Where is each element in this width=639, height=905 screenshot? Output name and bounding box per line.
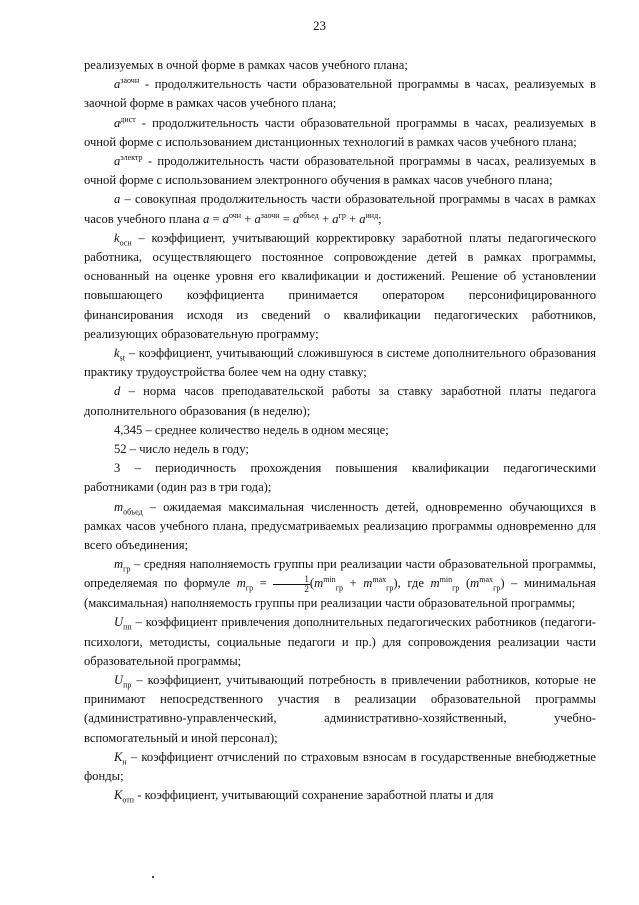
paragraph-k-st: $k_{st}$ – коэффициент, учитывающий сложившуюся в системе дополнительного образования практику трудоустройства более чем на одну ставку;: [84, 346, 596, 380]
paragraph-k-osn: $k_{осн}$ – коэффициент, учитывающий корректировку заработной платы педагогического работника, осуществляющего постоянное сопровождение детей в рамках программы, основанный на оценке уровня его квалификации и достижений. Решение об установлении повышающего коэффициента принимается оператором персонифицированного финансирования исходя из сведений о квалификации педагогических работников, реализующих образовательную программу;: [84, 230, 596, 341]
paragraph-three: 3 – периодичность прохождения повышения квалификации педагогическими работниками (один раз в три года);: [84, 461, 596, 495]
paragraph-weeks-month: 4,345 – среднее количество недель в одном месяце;: [114, 422, 389, 437]
paragraph-a-total: a – совокупная продолжительность части образовательной программы в часах в рамках часов учебного плана $a = a^{очн} + a^{заочн} = a^{объед} + a^{гр} + a^{инд}$;: [84, 192, 596, 226]
paragraph-a-elektr: $a^{электр}$ - продолжительность части образовательной программы в часах, реализуемых в очной форме с использованием электронного обучения в рамках часов учебного плана;: [84, 152, 596, 188]
document-body: [84, 56, 596, 805]
fraction-one-half: $\frac{1}{2}$: [273, 575, 310, 594]
paragraph-d: d – норма часов преподавательской работы за ставку заработной платы педагога дополнительного образования (в неделю);: [84, 384, 596, 418]
paragraph-a-zaoch: $a^{заочн}$ - продолжительность части образовательной программы в часах, реализуемых в заочной форме в рамках часов учебного плана;: [84, 76, 596, 111]
paragraph-weeks-year: 52 – число недель в году;: [114, 442, 249, 457]
paragraph-m-obed: $m_{объед}$ – ожидаемая максимальная численность детей, одновременно обучающихся в рамках часов учебного плана, предусматриваемых реализацию программы одновременно для всего объединения;: [84, 499, 596, 553]
paragraph-a-dist: $a^{дист}$ - продолжительность части образовательной программы в часах, реализуемых в очной форме с использованием дистанционных технологий в рамках часов учебного плана;: [84, 114, 596, 149]
paragraph-l1: реализуемых в очной форме в рамках часов учебного плана;: [84, 58, 408, 72]
paragraph-u-pr: $U_{пр}$ – коэффициент, учитывающий потребность в привлечении работников, которые не принимают непосредственного участия в реализации образовательной программы (административно-управленческий, административно-хозяйственный, учебно-вспомогательный и иной персонал);: [84, 672, 596, 745]
page-number: 23: [313, 18, 326, 33]
scan-speck: [152, 876, 154, 878]
paragraph-m-gr: $m_{гр}$ – средняя наполняемость группы при реализации части образовательной программы, определяемая по формуле $m_{гр}$ = $\frac{1}{2}$ $(m^{min}_{гр} + m^{max}_{гр})$, где $m^{min}_{гр}$ $(m^{max}_{гр})$ – минимальная (максимальная) наполняемость группы при реализации части образовательной программы;: [84, 557, 596, 611]
paragraph-k-n: $K_н$ – коэффициент отчислений по страховым взносам в государственные внебюджетные фонды;: [84, 749, 596, 783]
paragraph-u-pp: $U_{пп}$ – коэффициент привлечения дополнительных педагогических работников (педагоги-психологи, методисты, социальные педагоги и пр.) для сопровождения реализации части образовательной программы;: [84, 615, 596, 668]
paragraph-k-otp: $K_{отп}$ - коэффициент, учитывающий сохранение заработной платы и для: [114, 788, 494, 805]
